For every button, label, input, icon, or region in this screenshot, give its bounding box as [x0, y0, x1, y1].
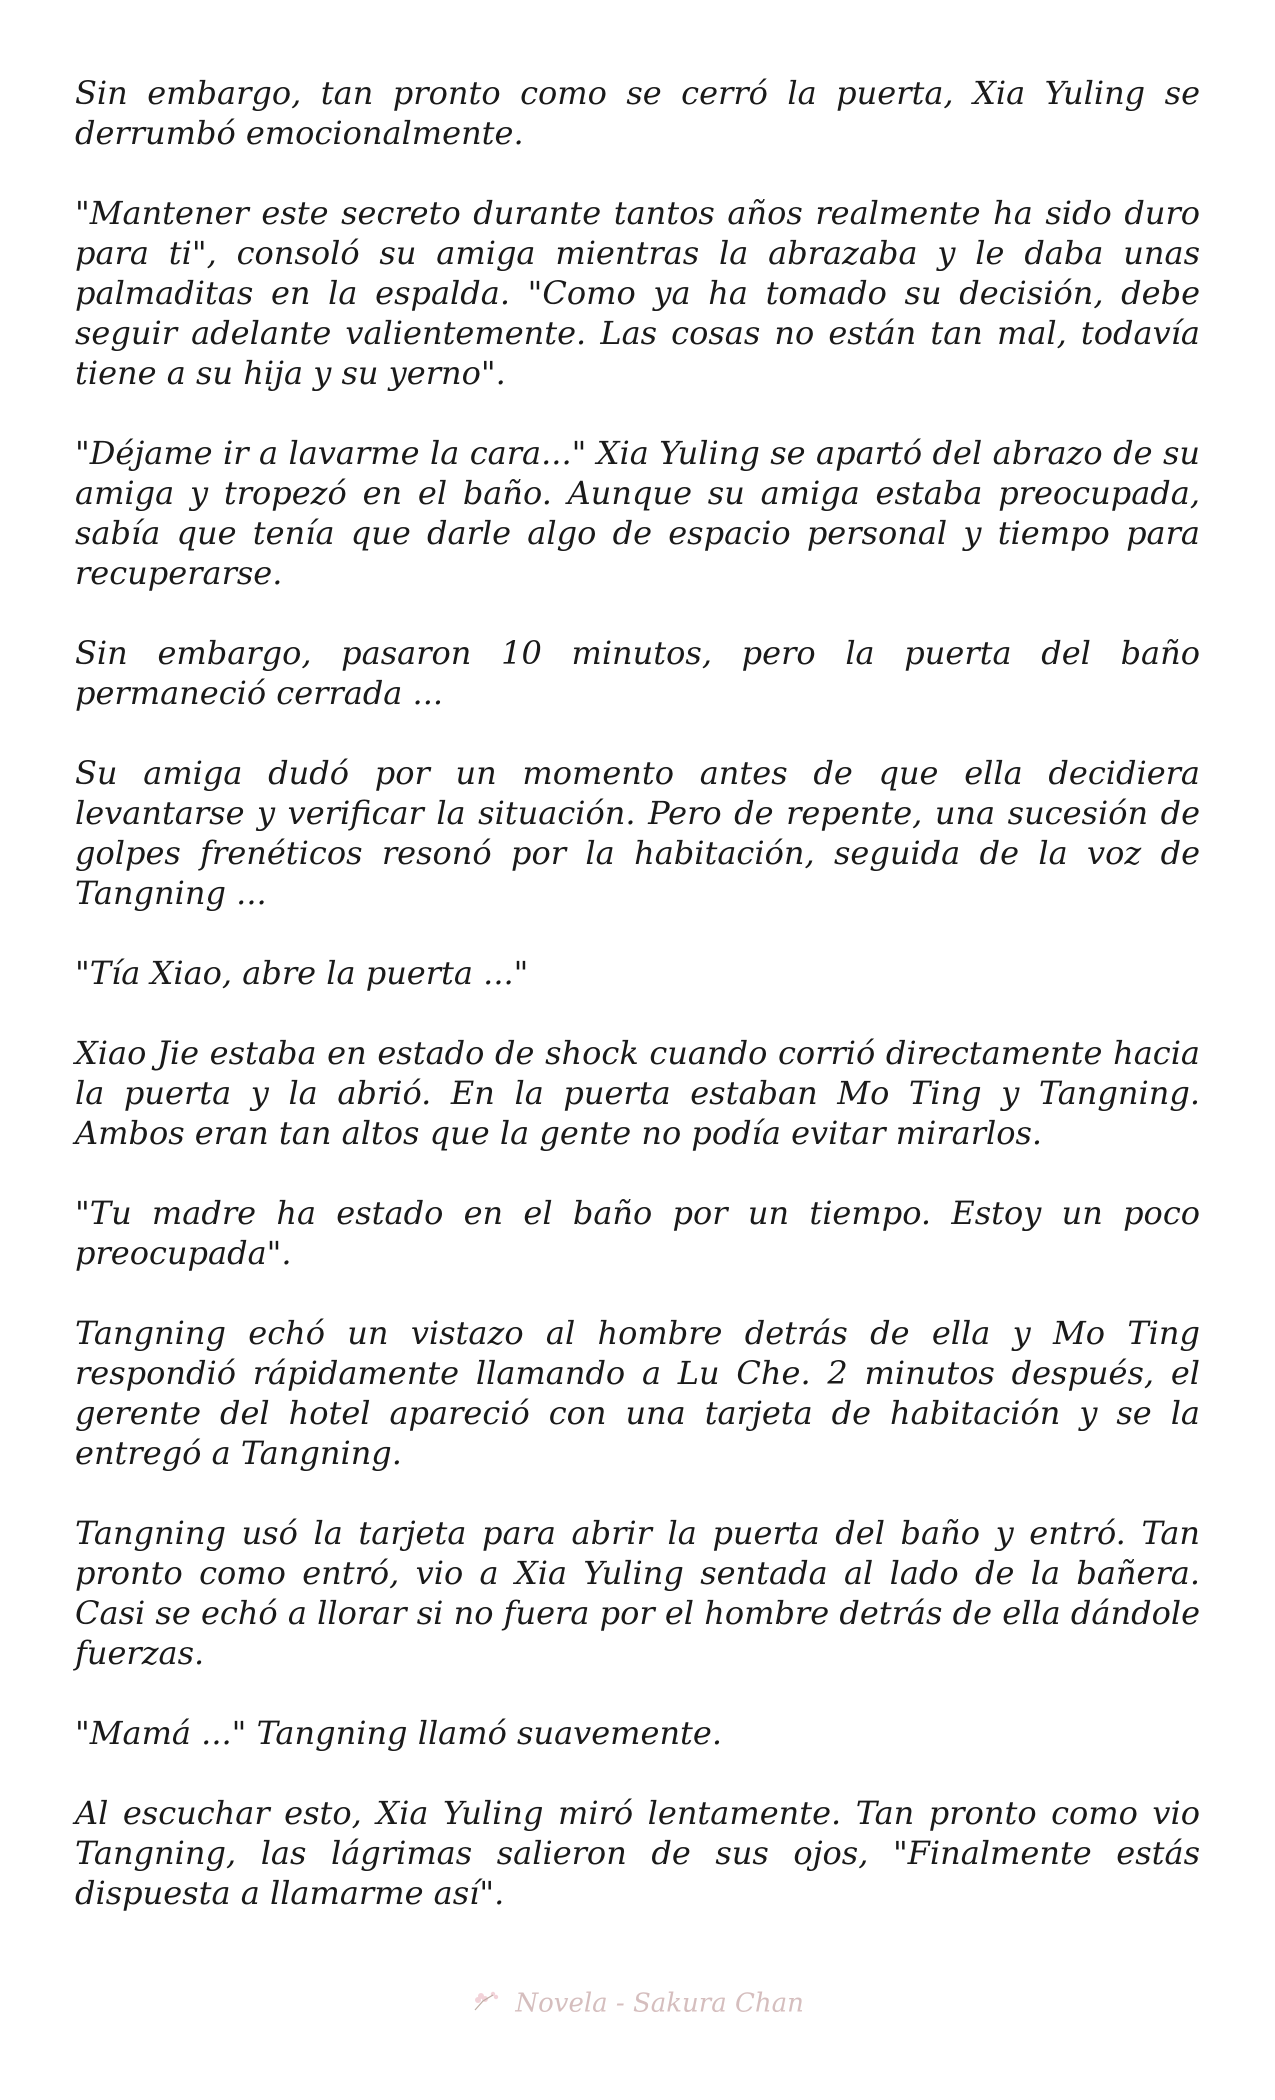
paragraph: Xiao Jie estaba en estado de shock cuando corrió directamente hacia la puerta y la abrió. En la puerta estaban Mo Ting y Tangning. Ambos eran tan altos que la gente no podía evitar mirarlos. [75, 1034, 1200, 1152]
paragraph: Tangning usó la tarjeta para abrir la puerta del baño y entró. Tan pronto como entró, vio a Xia Yuling sentada al lado de la bañera. Casi se echó a llorar si no fuera por el hombre detrás de ella dándole fuerzas. [75, 1514, 1200, 1672]
cherry-blossom-icon [471, 1988, 501, 2021]
paragraph: Sin embargo, tan pronto como se cerró la puerta, Xia Yuling se derrumbó emocionalmente. [75, 74, 1200, 152]
paragraph: "Tu madre ha estado en el baño por un tiempo. Estoy un poco preocupada". [75, 1194, 1200, 1272]
paragraph: "Déjame ir a lavarme la cara..." Xia Yuling se apartó del abrazo de su amiga y tropezó en el baño. Aunque su amiga estaba preocupada, sabía que tenía que darle algo de espacio personal y tiempo para recuperarse. [75, 434, 1200, 592]
paragraph: "Tía Xiao, abre la puerta ..." [75, 954, 529, 992]
paragraph: Tangning echó un vistazo al hombre detrás de ella y Mo Ting respondió rápidamente llamando a Lu Che. 2 minutos después, el gerente del hotel apareció con una tarjeta de habitación y se la entregó a Tangning. [75, 1314, 1200, 1472]
document-body [75, 73, 1200, 1953]
watermark-text: Novela - Sakura Chan [515, 1988, 804, 2019]
watermark [0, 1988, 1275, 2021]
paragraph: Sin embargo, pasaron 10 minutos, pero la puerta del baño permaneció cerrada ... [75, 634, 1200, 712]
paragraph: "Mantener este secreto durante tantos años realmente ha sido duro para ti", consoló su amiga mientras la abrazaba y le daba unas palmaditas en la espalda. "Como ya ha tomado su decisión, debe seguir adelante valientemente. Las cosas no están tan mal, todavía tiene a su hija y su yerno". [75, 194, 1200, 392]
paragraph: "Mamá ..." Tangning llamó suavemente. [75, 1714, 723, 1752]
paragraph: Su amiga dudó por un momento antes de que ella decidiera levantarse y verificar la situación. Pero de repente, una sucesión de golpes frenéticos resonó por la habitación, seguida de la voz de Tangning ... [75, 754, 1200, 912]
paragraph: Al escuchar esto, Xia Yuling miró lentamente. Tan pronto como vio Tangning, las lágrimas salieron de sus ojos, "Finalmente estás dispuesta a llamarme así". [75, 1794, 1200, 1912]
